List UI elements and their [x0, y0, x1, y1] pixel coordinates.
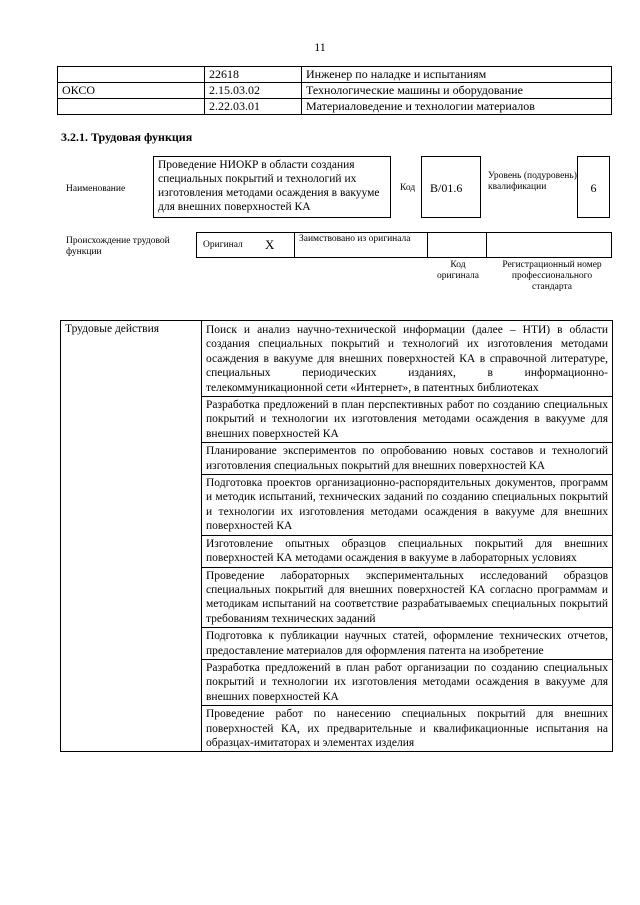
- duty-item: Планирование экспериментов по опробованию новых составов и технологий изготовления специальных покрытий для внешних поверхностей КА: [202, 443, 612, 475]
- duties-label: Трудовые действия: [61, 321, 202, 752]
- okso-label: ОКСО: [58, 83, 205, 99]
- okso-code: 2.15.03.02: [205, 83, 302, 99]
- function-name-box: [153, 156, 391, 218]
- table-row: [58, 99, 612, 115]
- duty-item: Изготовление опытных образцов специальных покрытий для внешних поверхностей КА методами осаждения в вакууме в лабораторных условиях: [202, 536, 612, 568]
- reg-caption: Регистрационный номер профессионального стандарта: [502, 260, 602, 292]
- code-caption: Код оригинала: [437, 260, 479, 281]
- duty-item: Разработка предложений в план работ организации по созданию специальных покрытий и технологии их изготовления методами осаждения в вакууме для внешних поверхностей КА: [202, 660, 612, 706]
- okso-code: 22618: [205, 67, 302, 83]
- duty-item: Подготовка к публикации научных статей, оформление технических отчетов, предоставление материалов для оформления патента на изобретение: [202, 628, 612, 660]
- okso-label-cell: [58, 99, 205, 115]
- code-label: Код: [400, 183, 416, 193]
- original-label: Оригинал: [203, 240, 243, 250]
- section-title: 3.2.1. Трудовая функция: [61, 130, 193, 144]
- table-row: [61, 321, 613, 752]
- function-code-box: [421, 156, 481, 218]
- okso-label-cell: [58, 67, 205, 83]
- okso-code: 2.22.03.01: [205, 99, 302, 115]
- divider: [486, 232, 487, 258]
- level-label: Уровень (подуровень) квалификации: [488, 171, 577, 192]
- table-row: [58, 83, 612, 99]
- function-code-value: B/01.6: [430, 181, 463, 195]
- divider: [294, 232, 295, 258]
- duty-item: Проведение лабораторных экспериментальных исследований образцов специальных покрытий для внешних поверхностей КА согласно программам и методикам испытаний на соответствие разрабатываемых специальных покрытий требованиям технических заданий: [202, 568, 612, 629]
- level-value: 6: [590, 181, 597, 195]
- table-row: [58, 67, 612, 83]
- borrowed-label: Заимствовано из оригинала: [299, 234, 411, 244]
- duties-table: [60, 320, 613, 752]
- level-box: [577, 156, 610, 218]
- function-name-value: Проведение НИОКР в области создания специальных покрытий и технологий их изготовления методами осаждения в вакууме для внешних поверхностей КА: [158, 159, 380, 213]
- origin-label: Происхождение трудовой функции: [66, 236, 170, 257]
- okso-name: Технологические машины и оборудование: [302, 83, 612, 99]
- okso-name: Инженер по наладке и испытаниям: [302, 67, 612, 83]
- okso-table: [57, 66, 612, 115]
- page-number: 11: [314, 40, 326, 54]
- original-mark: X: [265, 237, 275, 252]
- duty-item: Проведение работ по нанесению специальных покрытий для внешних поверхностей КА, их предварительные и квалификационные испытания на образцах-имитаторах и элементах изделия: [206, 708, 608, 749]
- duty-item: Разработка предложений в план перспективных работ по созданию специальных покрытий и технологии их изготовления методами осаждения в вакууме для внешних поверхностей КА: [202, 397, 612, 443]
- divider: [427, 232, 428, 258]
- name-label: Наименование: [66, 184, 126, 194]
- duties-list: [202, 321, 613, 752]
- okso-name: Материаловедение и технологии материалов: [302, 99, 612, 115]
- duty-item: Поиск и анализ научно-технической информации (далее – НТИ) в области создания специальных покрытий и технологий их изготовления методами осаждения в вакууме для внешних поверхностей КА в справочной литературе, специальных периодических изданиях, в информационно-телекоммуникационной сети «Интернет», в патентных библиотеках: [202, 321, 612, 397]
- duty-item: Подготовка проектов организационно-распорядительных документов, программ и методик испытаний, технических заданий по созданию специальных покрытий и технологии их изготовления методами осаждения в вакууме для внешних поверхностей КА: [202, 475, 612, 536]
